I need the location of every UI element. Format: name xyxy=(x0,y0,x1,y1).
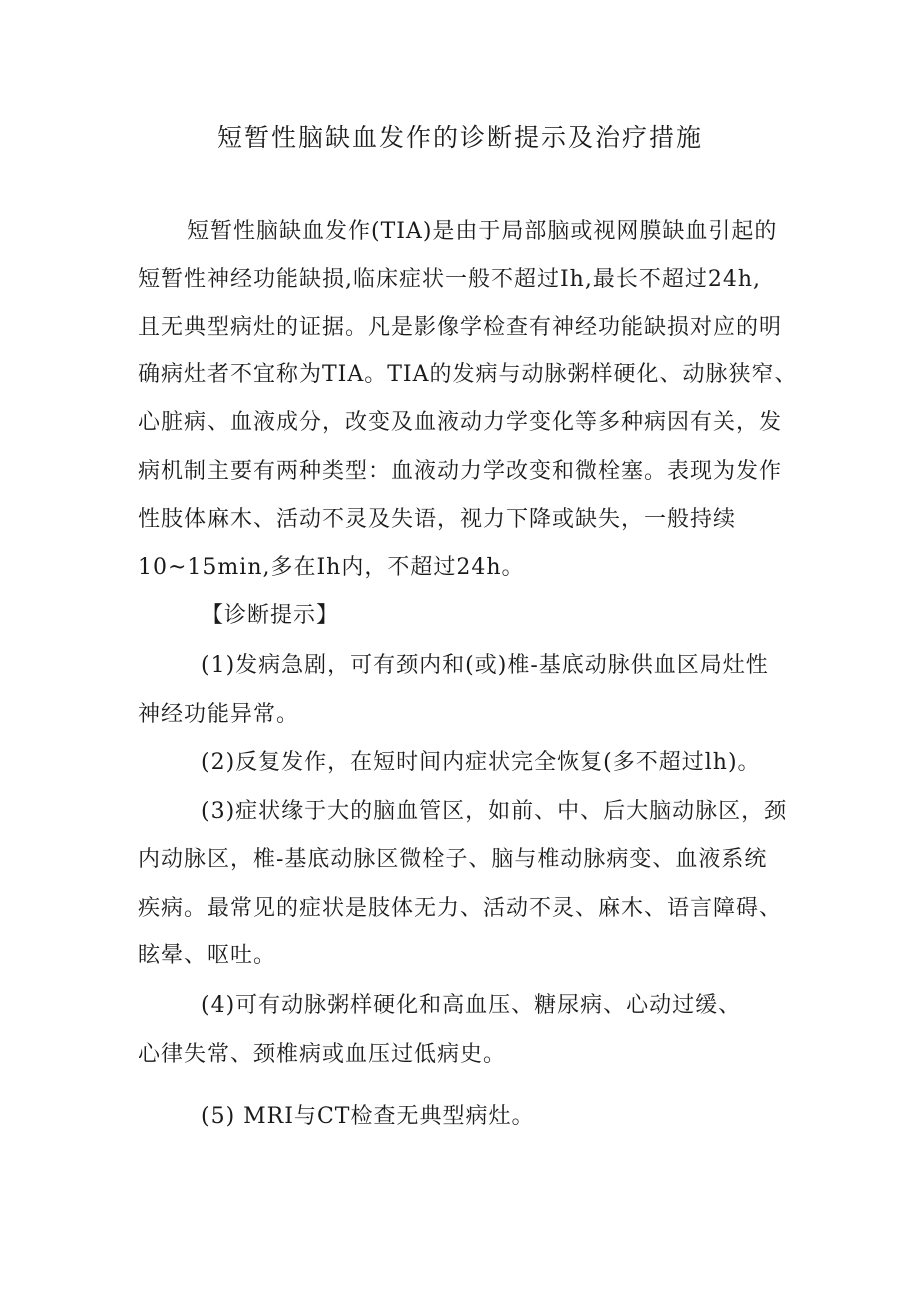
item-line: (3)症状缘于大的脑血管区，如前、中、后大脑动脉区，颈 xyxy=(201,799,788,824)
item-line: 心律失常、颈椎病或血压过低病史。 xyxy=(138,1042,507,1067)
item-line: (2)反复发作，在短时间内症状完全恢复(多不超过lh)。 xyxy=(201,750,761,775)
intro-line: 确病灶者不宜称为TIA。TIA的发病与动脉粥样硬化、动脉狭窄、 xyxy=(138,362,798,387)
item-line: 疾病。最常见的症状是肢体无力、活动不灵、麻木、语言障碍、 xyxy=(138,896,783,921)
section-heading: 【诊断提示】 xyxy=(201,603,340,628)
item-line: (5) MRI与CT检查无典型病灶。 xyxy=(201,1104,535,1129)
item-line: (4)可有动脉粥样硬化和高血压、糖尿病、心动过缓、 xyxy=(201,993,742,1018)
intro-line: 10~15min,多在Ih内，不超过24h。 xyxy=(138,555,525,580)
intro-line: 且无典型病灶的证据。凡是影像学检查有神经功能缺损对应的明 xyxy=(138,315,783,340)
document-title: 短暂性脑缺血发作的诊断提示及治疗措施 xyxy=(216,123,703,152)
intro-line: 性肢体麻木、活动不灵及失语，视力下降或缺失，一般持续 xyxy=(138,507,737,532)
item-line: 内动脉区，椎-基底动脉区微栓子、脑与椎动脉病变、血液系统 xyxy=(138,847,768,872)
item-line: 神经功能异常。 xyxy=(138,702,300,727)
item-line: (1)发病急剧，可有颈内和(或)椎-基底动脉供血区局灶性 xyxy=(201,653,769,678)
intro-line: 病机制主要有两种类型：血液动力学改变和微栓塞。表现为发作 xyxy=(138,459,783,484)
intro-line: 短暂性神经功能缺损,临床症状一般不超过Ih,最长不超过24h, xyxy=(138,267,762,292)
item-line: 眩晕、呕吐。 xyxy=(138,943,277,968)
intro-line: 心脏病、血液成分，改变及血液动力学变化等多种病因有关，发 xyxy=(138,410,783,435)
intro-line: 短暂性脑缺血发作(TIA)是由于局部脑或视网膜缺血引起的 xyxy=(187,219,778,244)
